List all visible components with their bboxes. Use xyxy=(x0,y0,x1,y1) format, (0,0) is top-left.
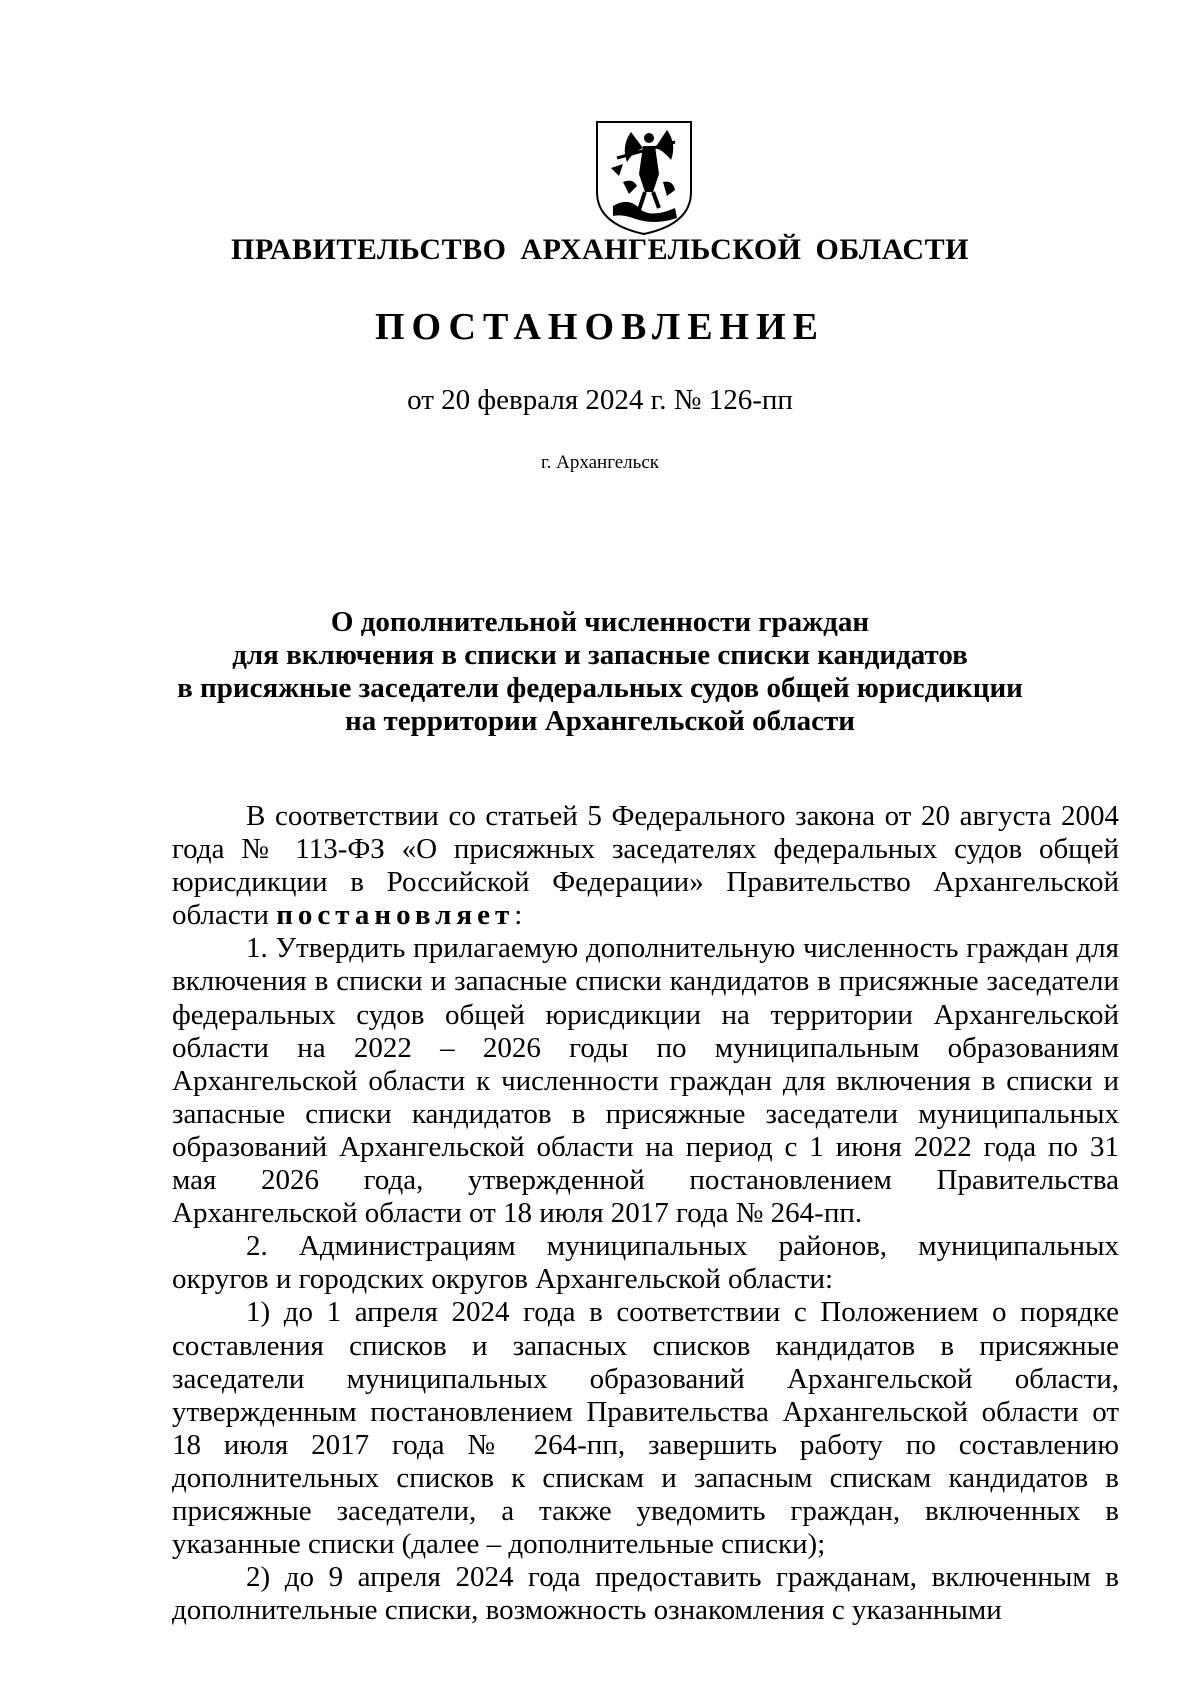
preamble-text: В соответствии со статьей 5 Федерального закона от 20 августа 2004 года № 113-ФЗ «О присяжных заседателях федеральных судов общей юрисдикции в Российской Федерации» Правительство Архангельской области xyxy=(172,800,1119,932)
decree-word: постановляет xyxy=(276,899,515,932)
title-line: в присяжные заседатели федеральных судов общей юрисдикции xyxy=(177,672,1023,704)
item-1-paragraph: 1. Утвердить прилагаемую дополнительную численность граждан для включения в списки и запасные списки кандидатов в присяжные заседатели федеральных судов общей юрисдикции на территории Архангельской области на 2022 – 2026 годы по муниципальным образованиям Архангельской области к численности граждан для включения в списки и запасные списки кандидатов в присяжные заседатели муниципальных образований Архангельской области на период с 1 июня 2022 года по 31 мая 2026 года, утвержденной постановлением Правительства Архангельской области от 18 июля 2017 года № 264-пп. xyxy=(172,932,1119,1230)
document-date-number: от 20 февраля 2024 г. № 126-пп xyxy=(407,384,793,416)
document-type: ПОСТАНОВЛЕНИЕ xyxy=(374,306,826,348)
item-2-paragraph: 2. Администрациям муниципальных районов, муниципальных округов и городских округов Архангельской области: xyxy=(172,1230,1119,1296)
title-line: О дополнительной численности граждан xyxy=(330,606,870,638)
title-line: для включения в списки и запасные списки кандидатов xyxy=(232,639,968,671)
organization-name: ПРАВИТЕЛЬСТВО АРХАНГЕЛЬСКОЙ ОБЛАСТИ xyxy=(231,233,969,266)
document-title xyxy=(0,606,1200,738)
item-2-1-paragraph: 1) до 1 апреля 2024 года в соответствии с Положением о порядке составления списков и запасных списков кандидатов в присяжные заседатели муниципальных образований Архангельской области, утвержденным постановлением Правительства Архангельской области от 18 июля 2017 года № 264-пп, завершить работу по составлению дополнительных списков к спискам и запасным спискам кандидатов в присяжные заседатели, а также уведомить граждан, включенных в указанные списки (далее – дополнительные списки); xyxy=(172,1296,1119,1561)
decree-colon: : xyxy=(514,899,523,932)
document-body xyxy=(172,800,1119,1627)
item-2-2-paragraph: 2) до 9 апреля 2024 года предоставить гражданам, включенным в дополнительные списки, возможность ознакомления с указанными xyxy=(172,1561,1119,1627)
coat-of-arms-emblem xyxy=(593,118,695,238)
document-city: г. Архангельск xyxy=(540,452,659,473)
title-line: на территории Архангельской области xyxy=(345,705,855,737)
preamble-paragraph xyxy=(172,800,1119,932)
